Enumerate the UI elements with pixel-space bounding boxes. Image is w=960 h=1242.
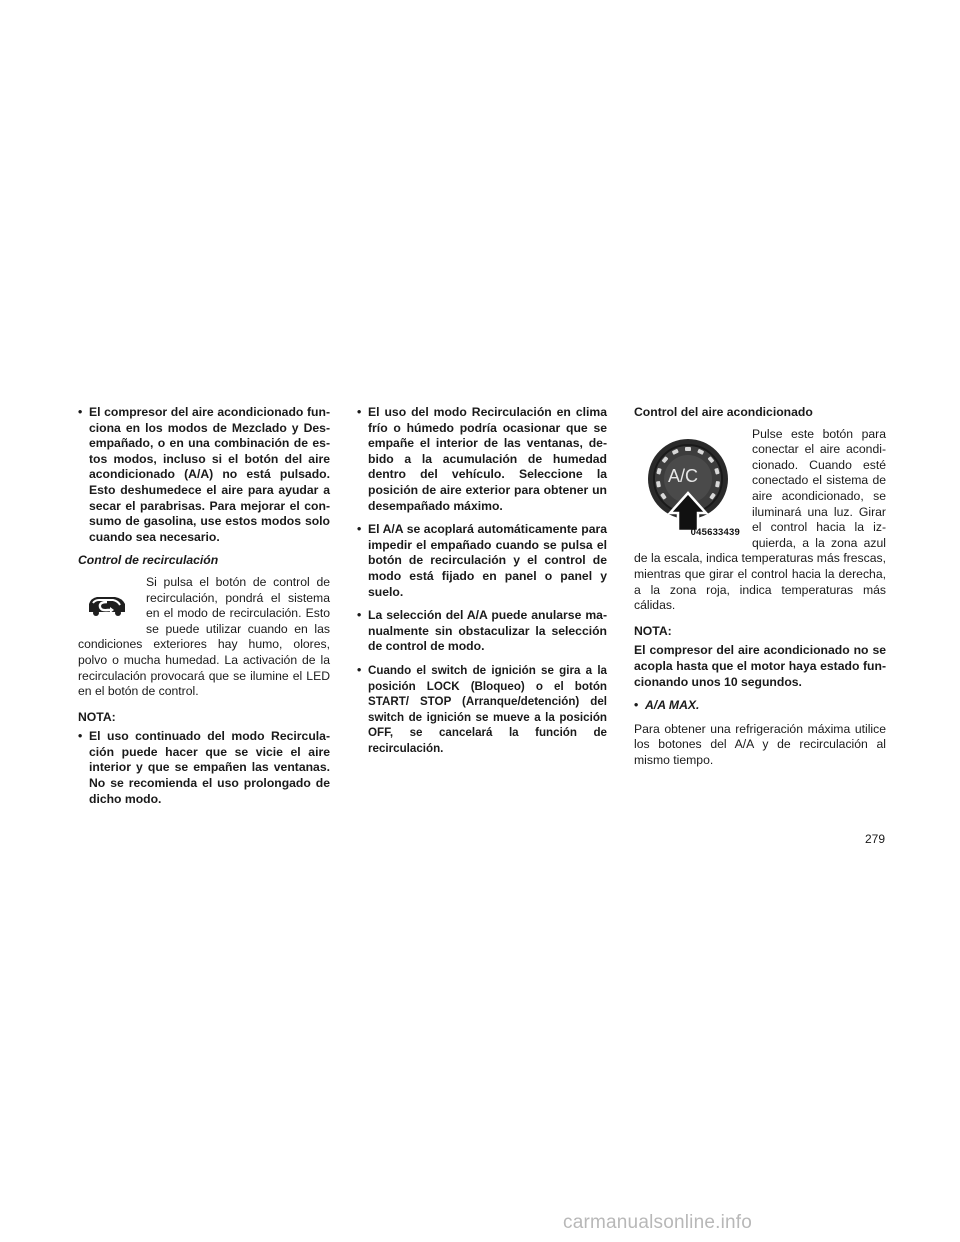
- bullet-text: El compresor del aire acondicionado funciona en los modos de Mezclado y Desempañado, o en una combinación de estos modos, incluso si el botón del aire acondicionado (A/A) no está pulsado. Esto deshumedece el aire para ayudar a secar el parabrisas. Para mejorar el consumo de gasolina, use estos modos solo cuando sea necesario.: [89, 405, 330, 544]
- ac-button-figure: [634, 431, 742, 541]
- bullet-text: Cuando el switch de ignición se gira a la posición LOCK (Bloqueo) o el botón START/ STOP (Arranque/detención) del switch de ignición se mueve a la posición OFF, se cancelará la función de recirculación.: [368, 663, 607, 755]
- bullet-item: [634, 698, 886, 714]
- bullet-dot: •: [78, 729, 83, 744]
- ac-paragraph: [634, 427, 886, 614]
- section-heading-recirculation: Control de recirculación: [78, 553, 219, 568]
- bullet-item: [78, 729, 330, 807]
- ac-text: Pulse este botón para conectar el aire acondicionado. Cuando esté conectado el sistema de aire acondicionado, se iluminará una luz. Girar el control hacia la izquierda, a la zona azul de la escala, indica temperaturas más frescas, mientras que girar el control hacia la derecha, a la zona roja, indica temperaturas más cálidas.: [634, 426, 886, 613]
- bullet-text: El uso del modo Recirculación en clima frío o húmedo podría ocasionar que se empañe el interior de las ventanas, debido a la acumulación de humedad dentro del vehículo. Seleccione la posición de aire exterior para obtener un desempañado máximo.: [368, 405, 607, 513]
- bullet-item: [357, 405, 607, 514]
- note-label: NOTA:: [634, 623, 672, 638]
- ac-button-label: A/C: [668, 465, 699, 486]
- page-number: 279: [865, 832, 886, 846]
- bullet-text: La selección del A/A puede anularse manualmente sin obstaculizar la selección de control de modo.: [368, 608, 607, 654]
- section-heading-ac: Control del aire acondicionado: [634, 405, 813, 419]
- bullet-dot: •: [357, 608, 362, 623]
- note-text: El compresor del aire acondicionado no se acopla hasta que el motor haya estado funcionando unos 10 segundos.: [634, 643, 886, 689]
- bullet-item: [78, 405, 330, 545]
- bullet-dot: •: [634, 698, 639, 713]
- figure-code: 045633439: [690, 527, 740, 538]
- column-right: [634, 405, 886, 778]
- note-label: NOTA:: [78, 709, 116, 724]
- bullet-dot: •: [357, 662, 362, 677]
- bullet-dot: •: [357, 522, 362, 537]
- recirculation-text: Si pulsa el botón de control de recirculación, pondrá el sistema en el modo de recirculación. Esto se puede utilizar cuando en las condiciones exteriores hay humo, olores, polvo o mucha humedad. La activación de la recirculación provocará que se ilumine el LED en el botón de control.: [78, 574, 330, 699]
- bullet-dot: •: [357, 405, 362, 419]
- recirculation-icon: [78, 579, 136, 631]
- watermark: carmanualsonline.info: [563, 1212, 753, 1233]
- bullet-dot: •: [78, 405, 83, 419]
- bullet-item: [357, 608, 607, 655]
- bullet-text: El uso continuado del modo Recirculación puede hacer que se vicie el aire interior y que se empañen las ventanas. No se recomienda el uso prolongado de dicho modo.: [89, 729, 330, 806]
- bullet-item: [357, 522, 607, 600]
- column-left: [78, 405, 330, 815]
- column-middle: [357, 405, 607, 764]
- bullet-text: A/A MAX.: [645, 698, 700, 713]
- recirculation-paragraph: [78, 575, 330, 700]
- bullet-item: [357, 663, 607, 757]
- bullet-text: El A/A se acoplará automáticamente para impedir el empañado cuando se pulsa el botón de recirculación y el control de modo está fijado en panel o panel y suelo.: [368, 522, 607, 599]
- ac-max-paragraph: Para obtener una refrigeración máxima utilice los botones del A/A y de recirculación al mismo tiempo.: [634, 721, 886, 767]
